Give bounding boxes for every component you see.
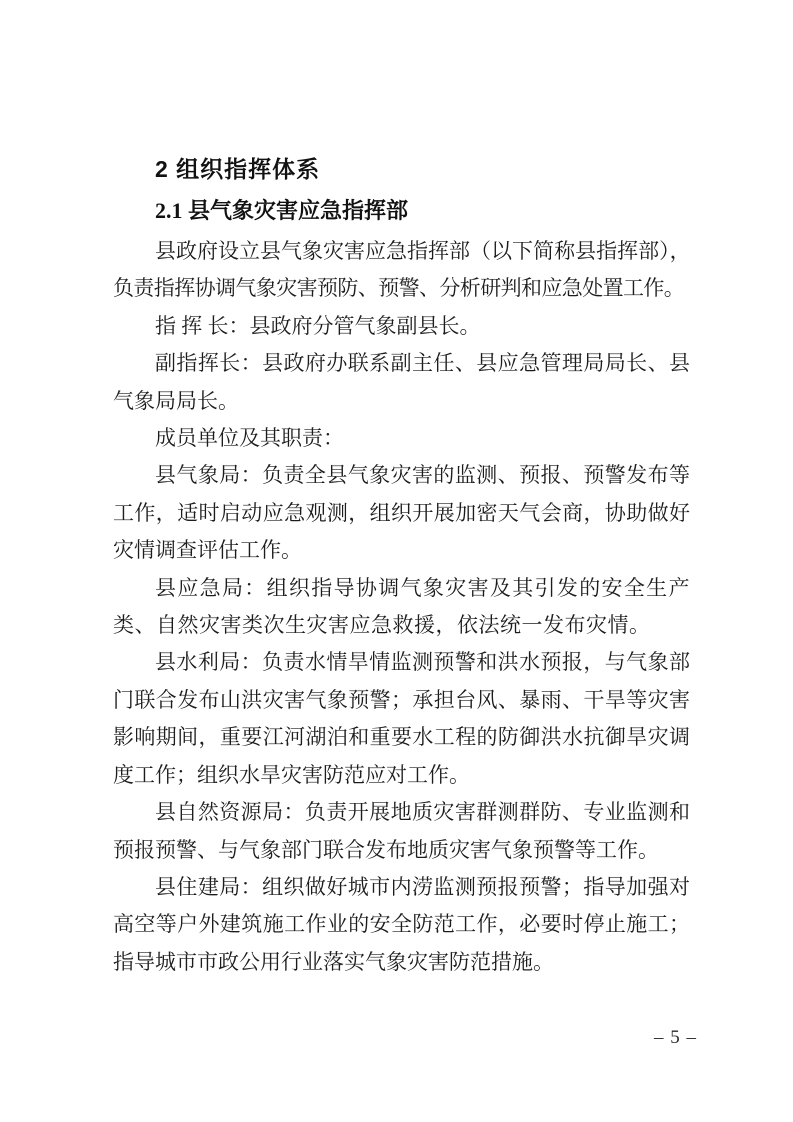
paragraph-housing-construction-bureau: 县住建局：组织做好城市内涝监测预报预警；指导加强对高空等户外建筑施工作业的安全防范工作，必要时停止施工；指导城市市政公用行业落实气象灾害防范措施。 (113, 874, 690, 974)
section-heading: 2 组织指挥体系 (155, 156, 321, 182)
paragraph-emergency-bureau: 县应急局：组织指导协调气象灾害及其引发的安全生产类、自然灾害类次生灾害应急救援，依法统一发布灾情。 (113, 575, 690, 638)
paragraph-member-units-label: 成员单位及其职责： (155, 426, 344, 451)
page-number: – 5 – (654, 1027, 697, 1048)
document-body (113, 149, 690, 981)
paragraph-deputy-commanders: 副指挥长：县政府办联系副主任、县应急管理局局长、县气象局局长。 (113, 351, 690, 413)
subsection-heading: 2.1 县气象灾害应急指挥部 (155, 198, 409, 223)
paragraph-commander: 指 挥 长：县政府分管气象副县长。 (155, 313, 481, 338)
paragraph-water-resources-bureau: 县水利局：负责水情旱情监测预警和洪水预报，与气象部门联合发布山洪灾害气象预警；承担台风、暴雨、干旱等灾害影响期间，重要江河湖泊和重要水工程的防御洪水抗御旱灾调度工作；组织水旱灾害防范应对工作。 (113, 650, 690, 787)
paragraph-natural-resources-bureau: 县自然资源局：负责开展地质灾害群测群防、专业监测和预报预警、与气象部门联合发布地质灾害气象预警等工作。 (113, 800, 690, 862)
paragraph-meteorological-bureau: 县气象局：负责全县气象灾害的监测、预报、预警发布等工作，适时启动应急观测，组织开展加密天气会商，协助做好灾情调查评估工作。 (113, 463, 690, 563)
paragraph-command-hq-intro: 县政府设立县气象灾害应急指挥部（以下简称县指挥部），负责指挥协调气象灾害预防、预警、分析研判和应急处置工作。 (113, 239, 690, 301)
